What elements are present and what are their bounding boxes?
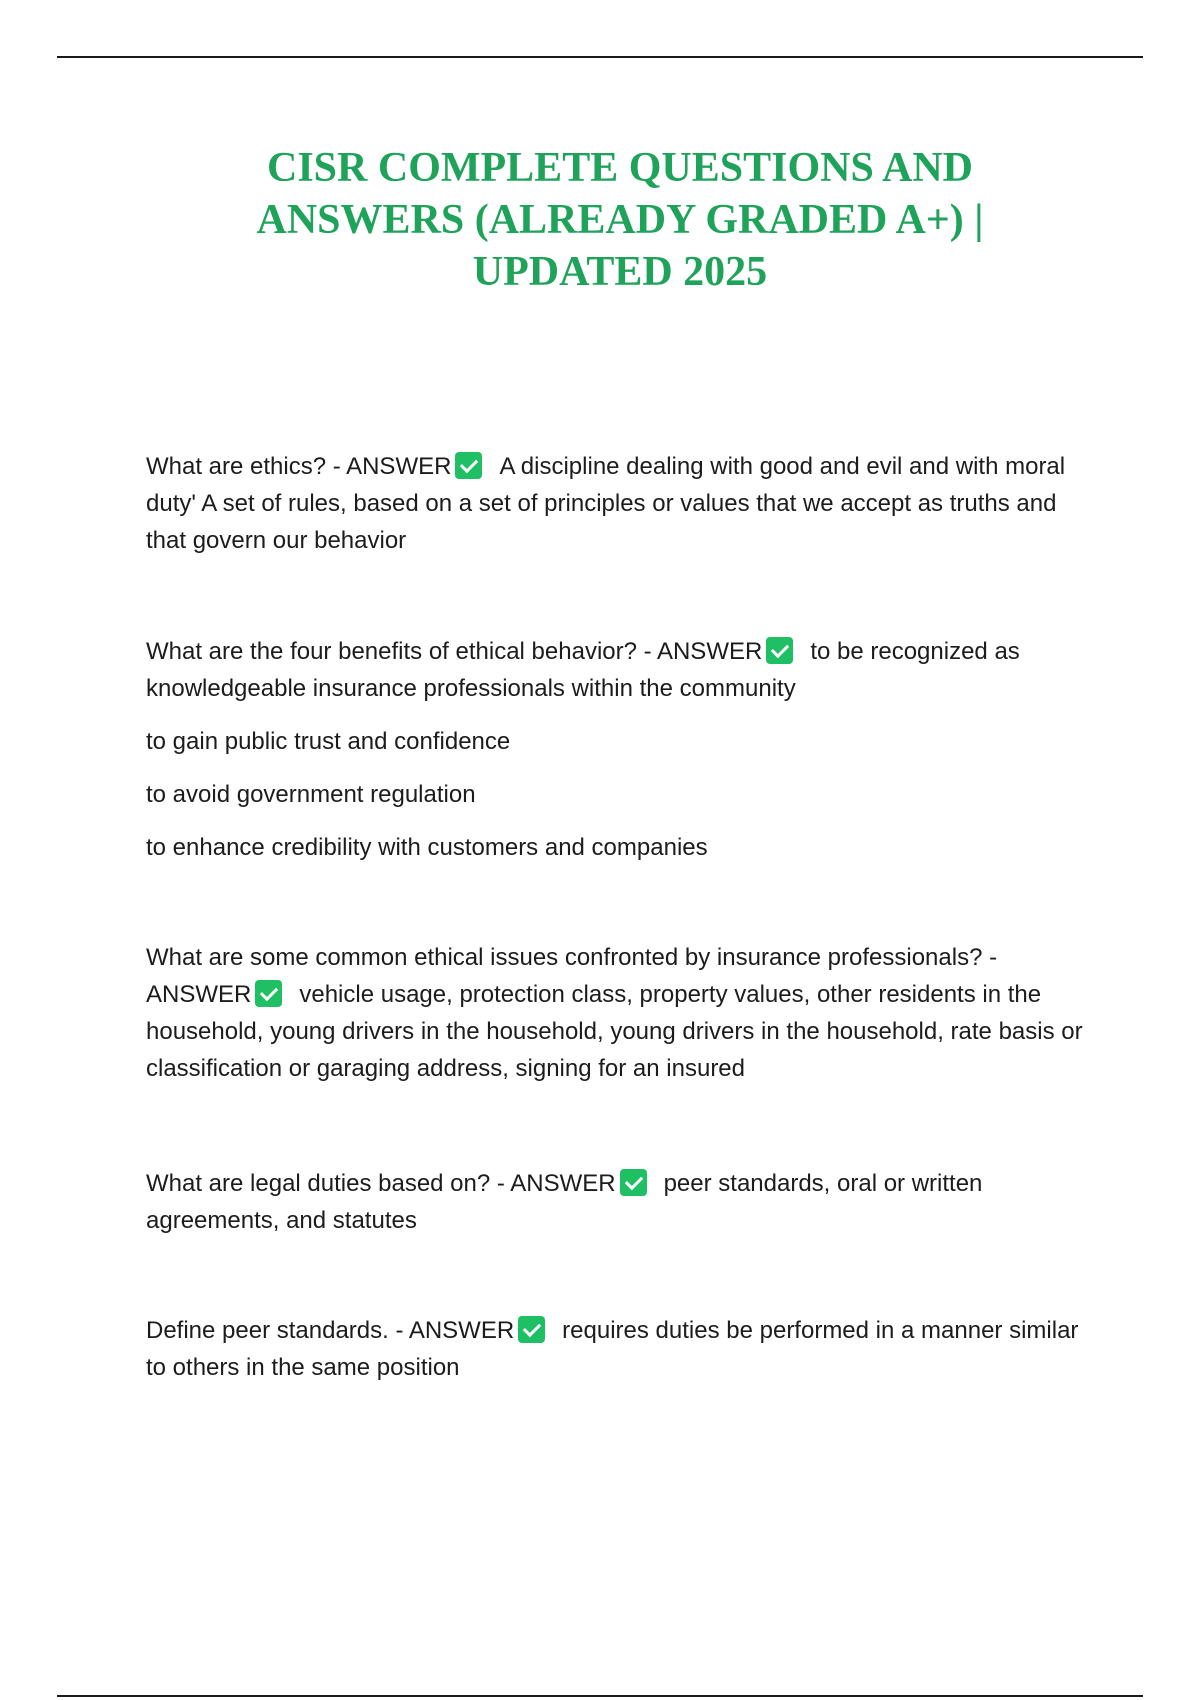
check-mark-icon xyxy=(620,1169,647,1196)
answer-marker: ANSWER xyxy=(346,453,452,480)
document-title xyxy=(140,142,1100,298)
question-text: What are the four benefits of ethical behavior? - xyxy=(146,638,657,665)
answer-text: peer standards, oral or written agreements, and statutes xyxy=(146,1170,983,1234)
question-text: What are ethics? - xyxy=(146,453,347,480)
title-line: ANSWERS (ALREADY GRADED A+) | xyxy=(256,197,984,243)
check-mark-icon xyxy=(255,980,282,1007)
answer-text: requires duties be performed in a manner similar to others in the same position xyxy=(146,1317,1079,1381)
qa-item-ethics xyxy=(146,448,1086,559)
title-line: UPDATED 2025 xyxy=(472,249,768,295)
check-mark-icon xyxy=(455,452,482,479)
answer-marker: ANSWER xyxy=(408,1317,515,1344)
answer-list-item: to enhance credibility with customers and companies xyxy=(146,834,708,861)
question-text: Define peer standards. - xyxy=(146,1317,409,1344)
answer-marker: ANSWER xyxy=(656,638,763,665)
qa-text xyxy=(146,448,1086,559)
answer-list-item: to avoid government regulation xyxy=(146,781,476,808)
answer-text: A discipline dealing with good and evil and with moral duty' A set of rules, based on a set of principles or values that we accept as truths and that govern our behavior xyxy=(146,453,1066,554)
answer-text: vehicle usage, protection class, property values, other residents in the household, young drivers in the household, young drivers in the household, rate basis or classification or garaging address, signing for an insured xyxy=(146,981,1083,1082)
question-text: What are some common ethical issues confronted by insurance professionals? - xyxy=(146,944,998,971)
qa-item-four-benefits xyxy=(146,633,1086,866)
qa-text xyxy=(146,1312,1086,1386)
qa-text xyxy=(146,633,1086,707)
title-line: CISR COMPLETE QUESTIONS AND xyxy=(267,145,973,191)
qa-item-ethical-issues xyxy=(146,939,1086,1087)
top-rule xyxy=(57,56,1143,58)
check-mark-icon xyxy=(518,1316,545,1343)
qa-text xyxy=(146,1165,1086,1239)
qa-text xyxy=(146,939,1086,1087)
bottom-rule xyxy=(57,1695,1143,1697)
question-text: What are legal duties based on? - xyxy=(146,1170,511,1197)
answer-marker: ANSWER xyxy=(510,1170,616,1197)
qa-item-peer-standards xyxy=(146,1312,1086,1386)
answer-text: to be recognized as knowledgeable insurance professionals within the community xyxy=(146,638,1020,702)
answer-marker: ANSWER xyxy=(146,981,252,1008)
check-mark-icon xyxy=(766,637,793,664)
answer-list-item: to gain public trust and confidence xyxy=(146,728,511,755)
qa-item-legal-duties xyxy=(146,1165,1086,1239)
